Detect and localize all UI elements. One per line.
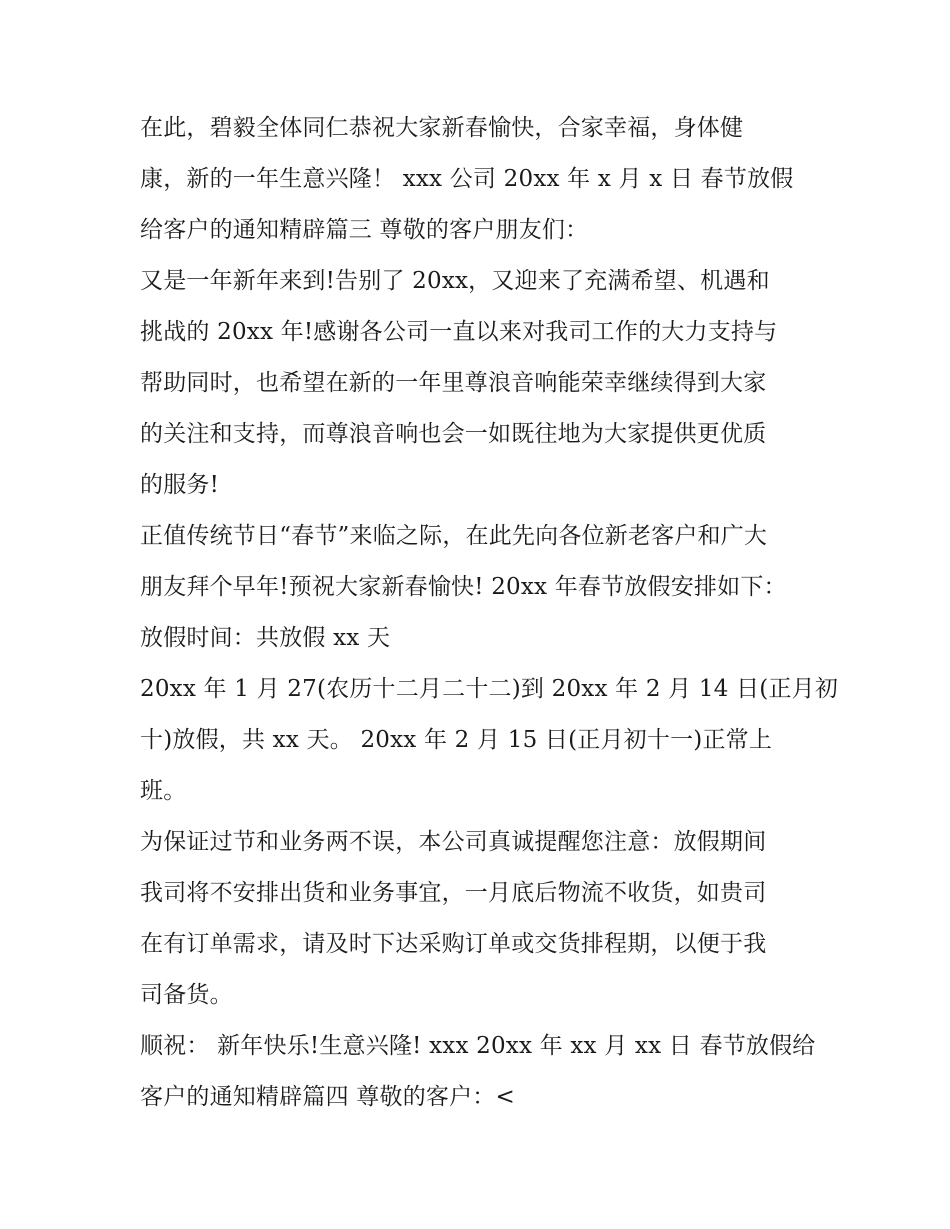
text-line: 康，新的一年生意兴隆！ xxx 公司 20xx 年 x 月 x 日 春节放假 — [140, 166, 794, 192]
text-line: 客户的通知精辟篇四 尊敬的客户：< — [140, 1084, 515, 1110]
text-line: 20xx 年 1 月 27(农历十二月二十二)到 20xx 年 2 月 14 日(正月初 — [140, 676, 839, 702]
text-line: 顺祝： 新年快乐!生意兴隆! xxx 20xx 年 xx 月 xx 日 春节放假给 — [140, 1033, 816, 1059]
text-line: 的服务! — [140, 472, 220, 498]
text-line: 挑战的 20xx 年!感谢各公司一直以来对我司工作的大力支持与 — [140, 319, 778, 345]
text-line: 又是一年新年来到!告别了 20xx，又迎来了充满希望、机遇和 — [140, 268, 770, 294]
text-line: 十)放假，共 xx 天。 20xx 年 2 月 15 日(正月初十一)正常上 — [140, 727, 773, 753]
text-line: 我司将不安排出货和业务事宜，一月底后物流不收货，如贵司 — [140, 880, 767, 906]
text-line: 司备货。 — [140, 982, 233, 1008]
text-line: 班。 — [140, 778, 187, 804]
text-line: 在有订单需求，请及时下达采购订单或交货排程期，以便于我 — [140, 931, 767, 957]
text-line: 朋友拜个早年!预祝大家新春愉快! 20xx 年春节放假安排如下： — [140, 574, 787, 600]
text-line: 为保证过节和业务两不误，本公司真诚提醒您注意：放假期间 — [140, 829, 767, 855]
text-line: 给客户的通知精辟篇三 尊敬的客户朋友们： — [140, 217, 589, 243]
text-line: 放假时间：共放假 xx 天 — [140, 625, 391, 651]
text-line: 的关注和支持，而尊浪音响也会一如既往地为大家提供更优质 — [140, 421, 767, 447]
text-line: 帮助同时，也希望在新的一年里尊浪音响能荣幸继续得到大家 — [140, 370, 767, 396]
text-line: 正值传统节日“春节”来临之际，在此先向各位新老客户和广大 — [140, 523, 768, 549]
text-line: 在此，碧毅全体同仁恭祝大家新春愉快，合家幸福，身体健 — [140, 115, 744, 141]
document-body — [140, 103, 839, 1123]
